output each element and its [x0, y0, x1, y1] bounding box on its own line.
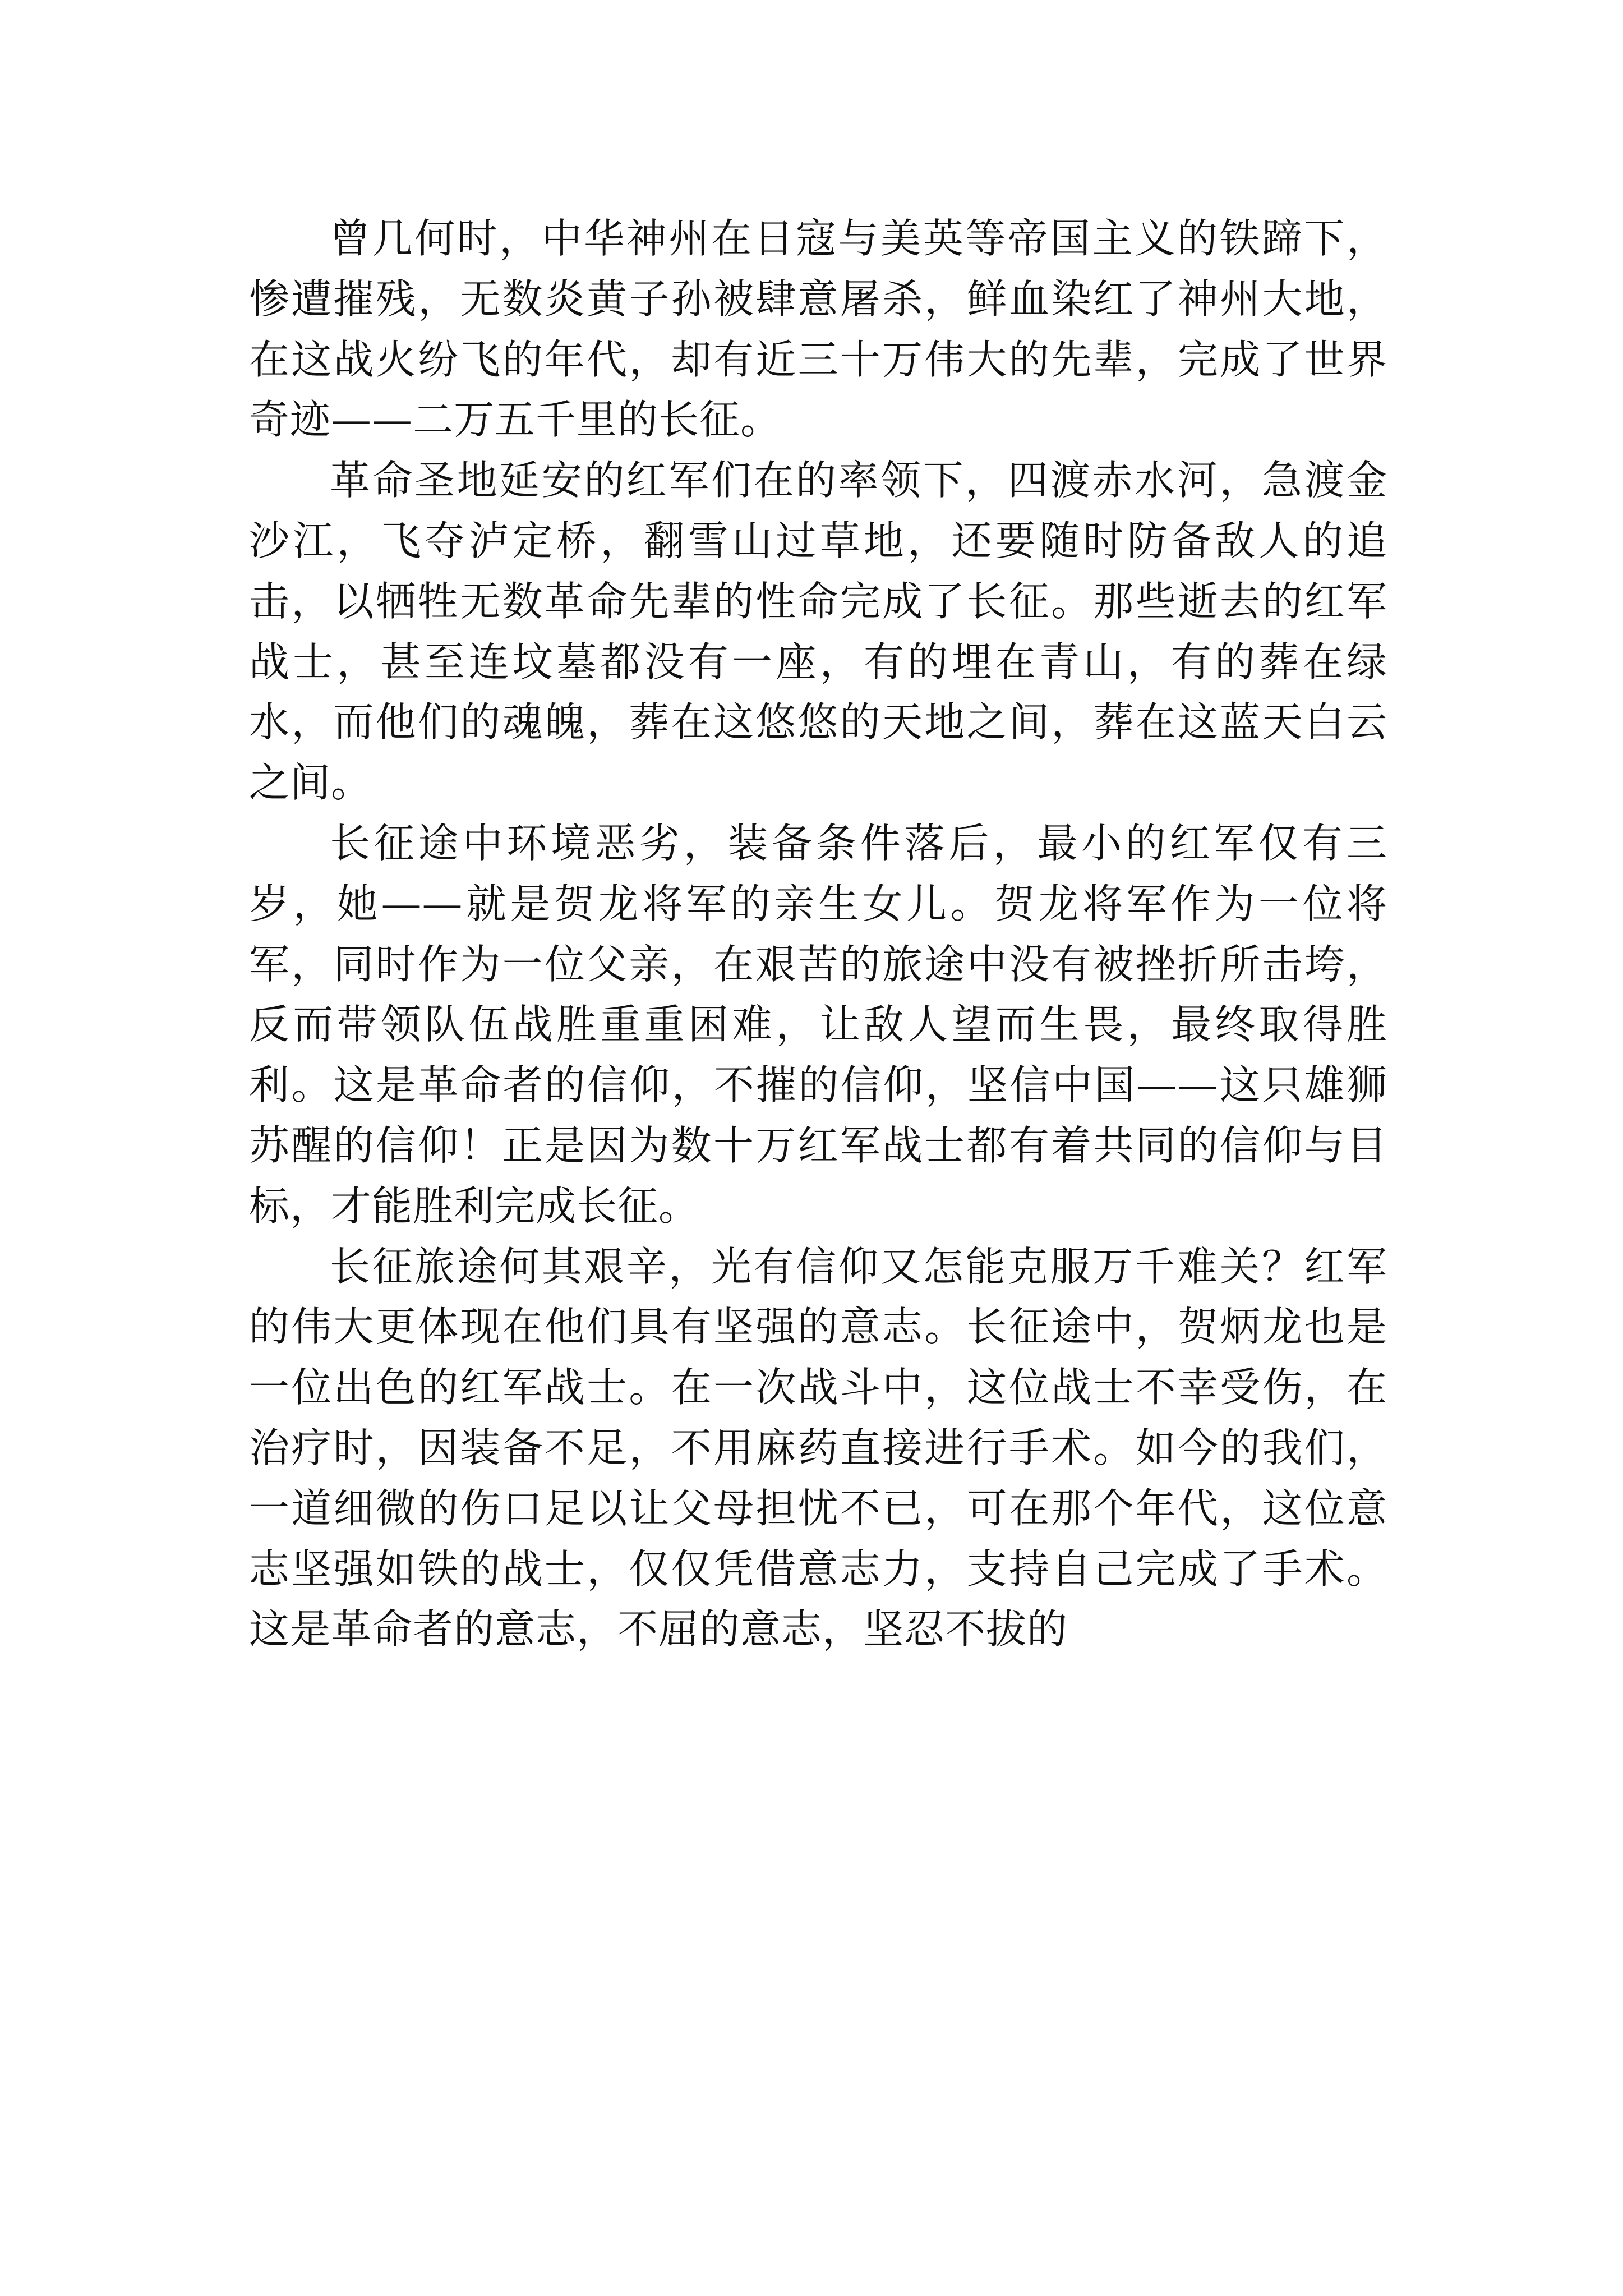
body-text	[249, 209, 1387, 1660]
paragraph-1: 曾几何时，中华神州在日寇与美英等帝国主义的铁蹄下，惨遭摧残，无数炎黄子孙被肆意屠杀，鲜血染红了神州大地，在这战火纷飞的年代，却有近三十万伟大的先辈，完成了世界奇迹——二万五千里的长征。	[249, 215, 1387, 444]
paragraph-4: 长征旅途何其艰辛，光有信仰又怎能克服万千难关？红军的伟大更体现在他们具有坚强的意志。长征途中，贺炳龙也是一位出色的红军战士。在一次战斗中，这位战士不幸受伤，在治疗时，因装备不足，不用麻药直接进行手术。如今的我们，一道细微的伤口足以让父母担忧不已，可在那个年代，这位意志坚强如铁的战士，仅仅凭借意志力，支持自己完成了手术。这是革命者的意志，不屈的意志，坚忍不拔的	[249, 1243, 1387, 1653]
paragraph-2: 革命圣地延安的红军们在的率领下，四渡赤水河，急渡金沙江，飞夺泸定桥，翻雪山过草地，还要随时防备敌人的追击，以牺牲无数革命先辈的性命完成了长征。那些逝去的红军战士，甚至连坟墓都没有一座，有的埋在青山，有的葬在绿水，而他们的魂魄，葬在这悠悠的天地之间，葬在这蓝天白云之间。	[249, 457, 1387, 807]
paragraph-3: 长征途中环境恶劣，装备条件落后，最小的红军仅有三岁，她——就是贺龙将军的亲生女儿。贺龙将军作为一位将军，同时作为一位父亲，在艰苦的旅途中没有被挫折所击垮，反而带领队伍战胜重重困难，让敌人望而生畏，最终取得胜利。这是革命者的信仰，不摧的信仰，坚信中国——这只雄狮苏醒的信仰！正是因为数十万红军战士都有着共同的信仰与目标，才能胜利完成长征。	[249, 819, 1387, 1230]
